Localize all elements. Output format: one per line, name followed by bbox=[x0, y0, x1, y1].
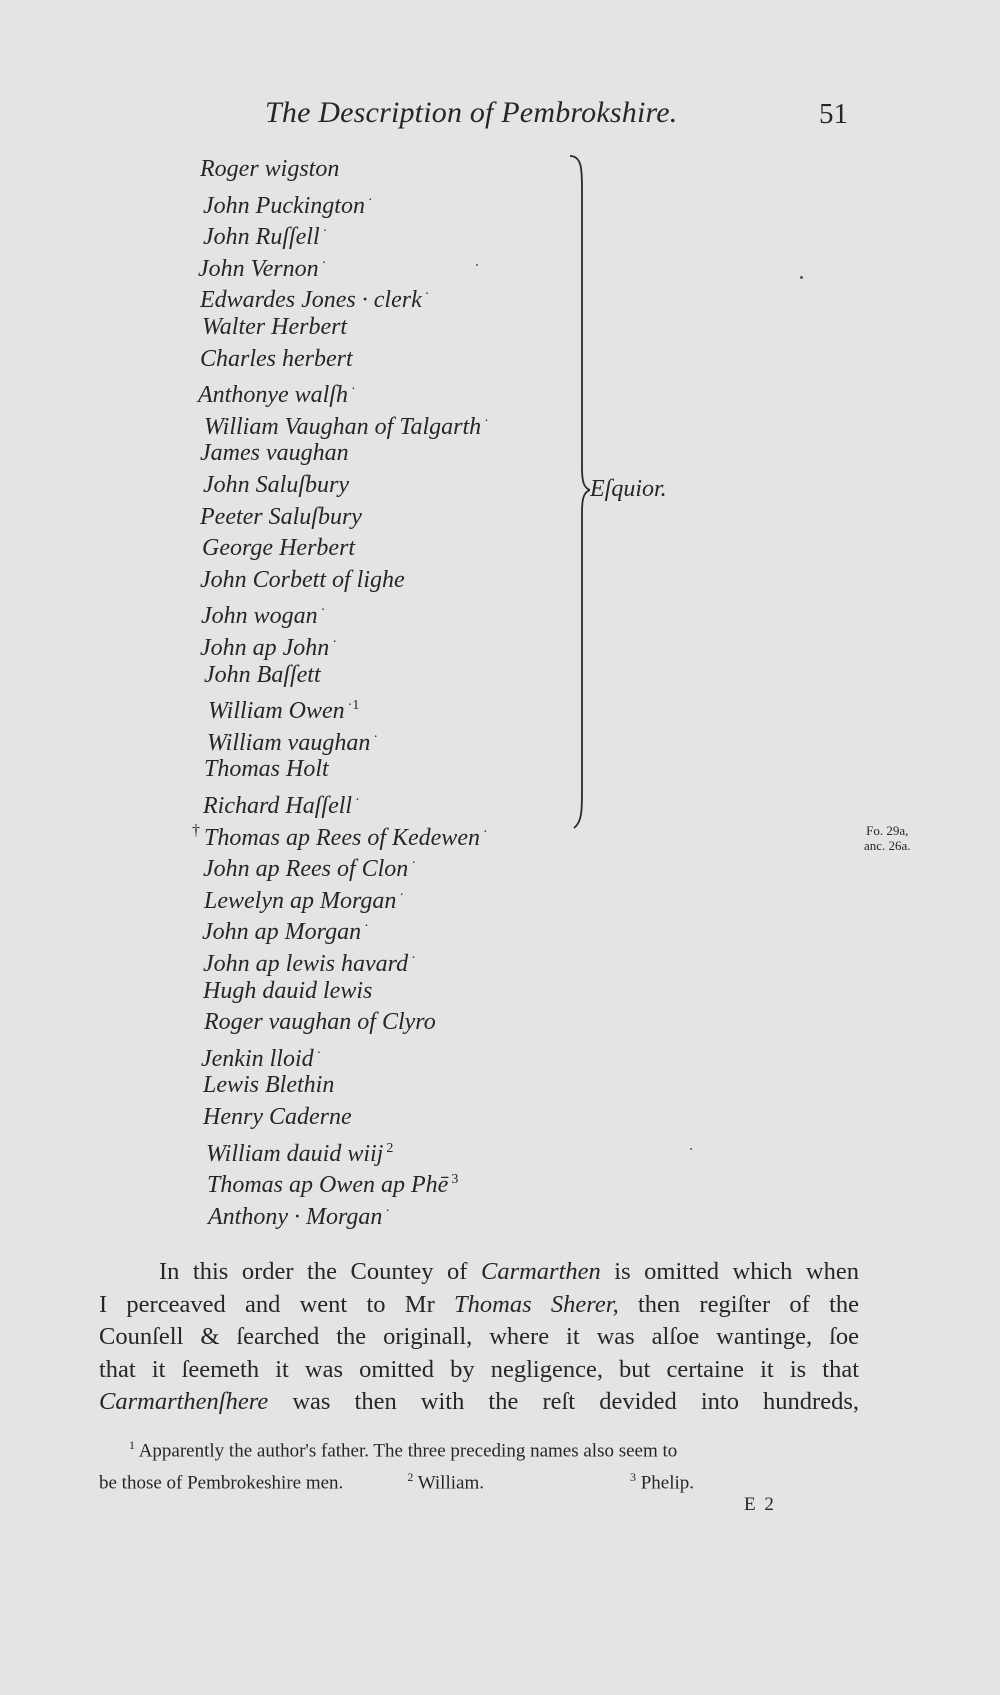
name-text: John Vernon bbox=[198, 255, 319, 282]
name-entry bbox=[200, 502, 362, 532]
name-entry bbox=[201, 1039, 321, 1074]
margin-note-line: anc. 26a. bbox=[864, 838, 911, 853]
name-mark: · bbox=[367, 192, 373, 208]
name-entry bbox=[201, 596, 325, 631]
name-mark: · bbox=[385, 1203, 391, 1219]
name-mark: · bbox=[320, 603, 326, 619]
name-entry bbox=[204, 1007, 436, 1037]
name-text: John ap John bbox=[200, 635, 330, 661]
footnotes bbox=[99, 1432, 861, 1497]
dagger-mark: † bbox=[192, 821, 200, 839]
name-text: John Baſſett bbox=[204, 661, 321, 688]
name-entry bbox=[198, 249, 326, 284]
name-text: John Corbett of lighe bbox=[200, 566, 405, 593]
name-mark: · bbox=[482, 824, 488, 840]
name-entry bbox=[200, 154, 339, 184]
name-text: John ap Morgan bbox=[202, 919, 362, 946]
right-brace bbox=[560, 150, 590, 830]
body-line: that it ſeemeth it was omitted by negligence, but certaine it is that bbox=[99, 1355, 859, 1383]
name-entry bbox=[203, 1070, 334, 1100]
body-line: Counſell & ſearched the originall, where it was alſoe wantinge, ſoe bbox=[99, 1323, 859, 1350]
footnote-number: 2 bbox=[407, 1470, 414, 1485]
name-entry bbox=[203, 1102, 352, 1132]
name-entry bbox=[203, 786, 360, 821]
footnote-number: 3 bbox=[629, 1470, 636, 1485]
page-number: 51 bbox=[819, 98, 848, 130]
name-text: John wogan bbox=[201, 603, 318, 630]
name-text: John Ruſſell bbox=[203, 224, 320, 251]
name-mark: · bbox=[350, 382, 356, 398]
name-text: Henry Caderne bbox=[203, 1104, 352, 1130]
name-entry bbox=[203, 186, 373, 221]
name-text: William Owen bbox=[208, 698, 345, 725]
name-text: Richard Haſſell bbox=[203, 793, 353, 819]
margin-note bbox=[864, 823, 911, 853]
name-mark: ·1 bbox=[347, 698, 360, 714]
name-entry bbox=[200, 344, 353, 374]
name-text: Thomas ap Owen ap Phē bbox=[207, 1172, 449, 1199]
name-mark: · bbox=[321, 255, 327, 271]
name-mark: · bbox=[399, 887, 405, 903]
name-text: William dauid wiij bbox=[206, 1140, 384, 1167]
footnote-line: $^1$ Apparently the author's father. The three preceding names also seem to bbox=[129, 1438, 678, 1462]
name-text: Roger wigston bbox=[200, 156, 340, 182]
name-mark: · bbox=[322, 224, 328, 240]
body-paragraph bbox=[99, 1256, 859, 1419]
name-text: William Vaughan of Talgarth bbox=[204, 413, 482, 440]
name-mark: · bbox=[424, 287, 430, 303]
signature-mark: E 2 bbox=[744, 1494, 776, 1515]
name-mark: · bbox=[373, 729, 378, 745]
name-text: John ap Rees of Clon bbox=[203, 856, 409, 883]
name-mark: · bbox=[364, 919, 369, 935]
running-title: The Description of Pembrokshire. bbox=[265, 96, 678, 129]
name-entry bbox=[203, 976, 372, 1006]
name-text: Anthonye walſh bbox=[198, 382, 348, 409]
name-text: William vaughan bbox=[207, 729, 371, 756]
name-mark: · bbox=[484, 413, 489, 429]
name-mark: 3 bbox=[451, 1172, 459, 1188]
name-entry bbox=[200, 628, 337, 663]
name-text: George Herbert bbox=[202, 535, 356, 562]
name-entry bbox=[204, 407, 489, 442]
name-text: James vaughan bbox=[200, 440, 349, 467]
name-entry bbox=[202, 312, 347, 342]
name-entry bbox=[204, 660, 321, 690]
name-mark: · bbox=[332, 635, 337, 650]
name-entry bbox=[192, 818, 488, 853]
name-entry bbox=[208, 1197, 390, 1232]
name-text: John Puckington bbox=[203, 192, 365, 219]
name-text: Lewis Blethin bbox=[203, 1072, 335, 1099]
ink-speck bbox=[800, 276, 803, 279]
name-mark: · bbox=[411, 951, 416, 966]
name-entry bbox=[203, 470, 349, 500]
footnote-number: 1 bbox=[129, 1438, 135, 1452]
body-line: Carmarthenſhere was then with the reſt devided into hundreds, bbox=[99, 1388, 859, 1415]
name-entry bbox=[198, 375, 356, 410]
name-entry bbox=[206, 1134, 393, 1169]
name-entry bbox=[207, 1165, 458, 1200]
name-entry bbox=[200, 438, 349, 468]
name-entry bbox=[203, 944, 416, 979]
name-text: Thomas ap Rees of Kedewen bbox=[204, 824, 480, 851]
name-entry bbox=[202, 912, 369, 947]
name-mark: · bbox=[355, 793, 360, 808]
name-entry bbox=[200, 280, 429, 315]
name-text: Edwardes Jones · clerk bbox=[200, 287, 422, 314]
name-text: Lewelyn ap Morgan bbox=[204, 887, 397, 914]
ink-speck bbox=[690, 1148, 692, 1150]
name-text: Peeter Saluſbury bbox=[200, 503, 362, 530]
body-line: I perceaved and went to Mr Thomas Sherer, then regiſter of the bbox=[99, 1290, 860, 1318]
bracket-label: Eſquior. bbox=[590, 476, 667, 502]
name-entry bbox=[208, 691, 359, 726]
margin-note-line: Fo. 29a, bbox=[866, 823, 909, 838]
name-text: Roger vaughan of Clyro bbox=[204, 1009, 436, 1036]
name-mark: · bbox=[411, 856, 416, 872]
name-entry bbox=[203, 217, 327, 252]
name-text: Walter Herbert bbox=[202, 314, 348, 340]
name-entry bbox=[207, 723, 378, 758]
ink-speck bbox=[476, 264, 478, 266]
name-text: John ap lewis havard bbox=[203, 951, 409, 977]
body-line: In this order the Countey of Carmarthen is omitted which when bbox=[159, 1258, 859, 1285]
name-text: Jenkin lloid bbox=[201, 1045, 314, 1072]
name-mark: 2 bbox=[386, 1140, 394, 1156]
name-text: Hugh dauid lewis bbox=[203, 977, 373, 1004]
name-mark: · bbox=[316, 1045, 322, 1061]
name-text: Charles herbert bbox=[200, 345, 353, 372]
name-entry bbox=[200, 565, 405, 595]
name-entry bbox=[202, 533, 355, 563]
name-entry bbox=[204, 881, 404, 916]
name-text: Anthony · Morgan bbox=[208, 1203, 383, 1230]
footnote-line: be those of Pembrokeshire men. $^2$ William. $^3$ Phelip. bbox=[99, 1470, 695, 1494]
name-text: Thomas Holt bbox=[204, 756, 329, 783]
name-text: John Saluſbury bbox=[203, 472, 349, 498]
name-entry bbox=[203, 849, 416, 884]
name-entry bbox=[204, 754, 329, 784]
